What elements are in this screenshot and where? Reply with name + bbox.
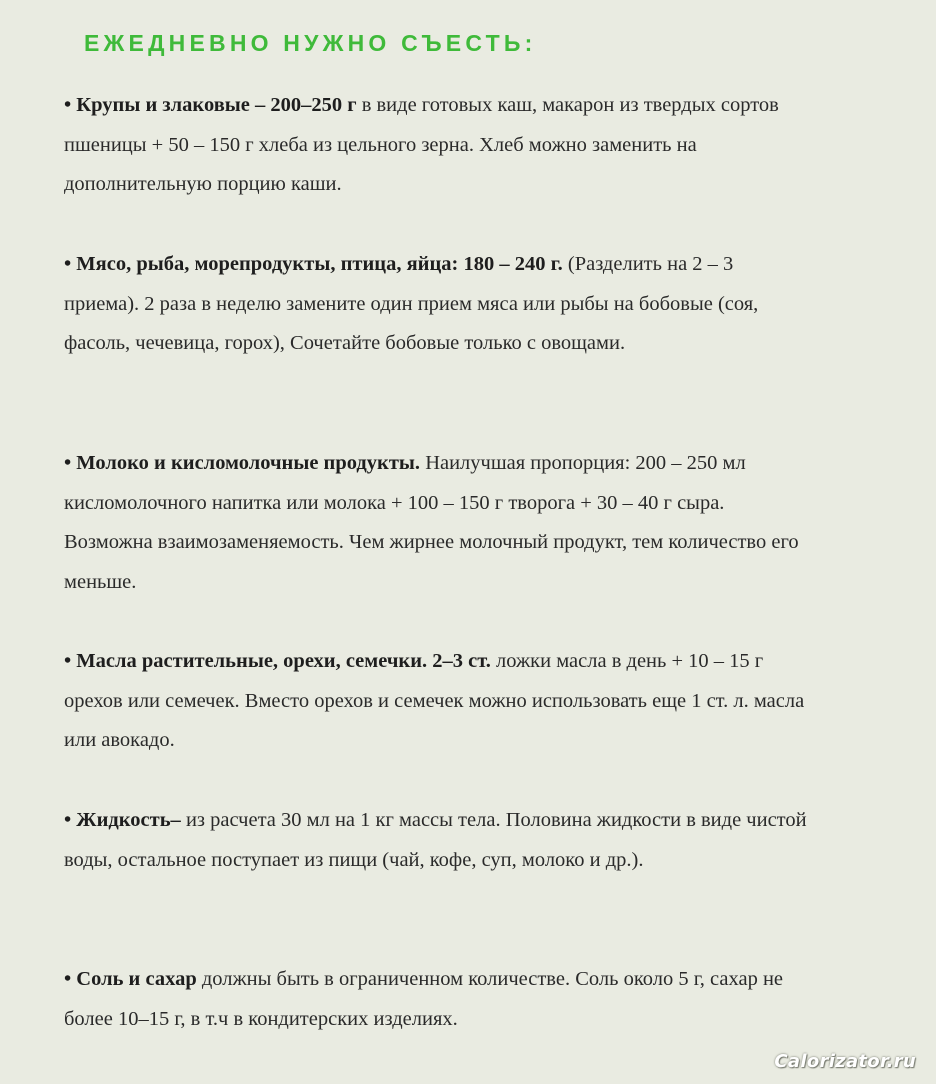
list-item-salt-sugar <box>64 960 809 1039</box>
item-heading: • Крупы и злаковые – 200–250 г <box>64 94 357 116</box>
item-heading: • Масла растительные, орехи, семечки. 2–3 ст. <box>64 650 491 672</box>
item-text: в виде готовых каш, макарон из твердых сортов пшеницы + 50 – 150 г хлеба из цельного зерна. Хлеб можно заменить на дополнительную порцию каши. <box>64 94 779 196</box>
item-text: из расчета 30 мл на 1 кг массы тела. Половина жидкости в виде чистой воды, остальное поступает из пищи (чай, кофе, суп, молоко и др.). <box>64 809 807 871</box>
item-text: должны быть в ограниченном количестве. Соль около 5 г, сахар не более 10–15 г, в т.ч в кондитерских изделиях. <box>64 968 784 1030</box>
item-heading: • Соль и сахар <box>64 968 197 990</box>
item-heading: • Молоко и кисломолочные продукты. <box>64 452 421 474</box>
page-title: ЕЖЕДНЕВНО НУЖНО СЪЕСТЬ: <box>84 30 537 56</box>
item-heading: • Мясо, рыба, морепродукты, птица, яйца: 180 – 240 г. <box>64 253 563 275</box>
item-text: Наилучшая пропорция: 200 – 250 мл кисломолочного напитка или молока + 100 – 150 г творога + 30 – 40 г сыра. Возможна взаимозаменяемость. Чем жирнее молочный продукт, тем количество его меньше. <box>64 452 799 593</box>
list-item-cereals <box>64 86 809 205</box>
list-item-protein <box>64 245 809 364</box>
item-heading: • Жидкость– <box>64 809 181 831</box>
list-item-oils <box>64 642 809 761</box>
watermark-logo: Calorizator.ru <box>774 1051 916 1072</box>
list-item-liquid <box>64 801 809 880</box>
item-text: (Разделить на 2 – 3 приема). 2 раза в неделю замените один прием мяса или рыбы на бобовые (соя, фасоль, чечевица, горох), Сочетайте бобовые только с овощами. <box>64 253 759 355</box>
list-item-dairy <box>64 444 809 602</box>
item-text: ложки масла в день + 10 – 15 г орехов или семечек. Вместо орехов и семечек можно использовать еще 1 ст. л. масла или авокадо. <box>64 650 805 752</box>
